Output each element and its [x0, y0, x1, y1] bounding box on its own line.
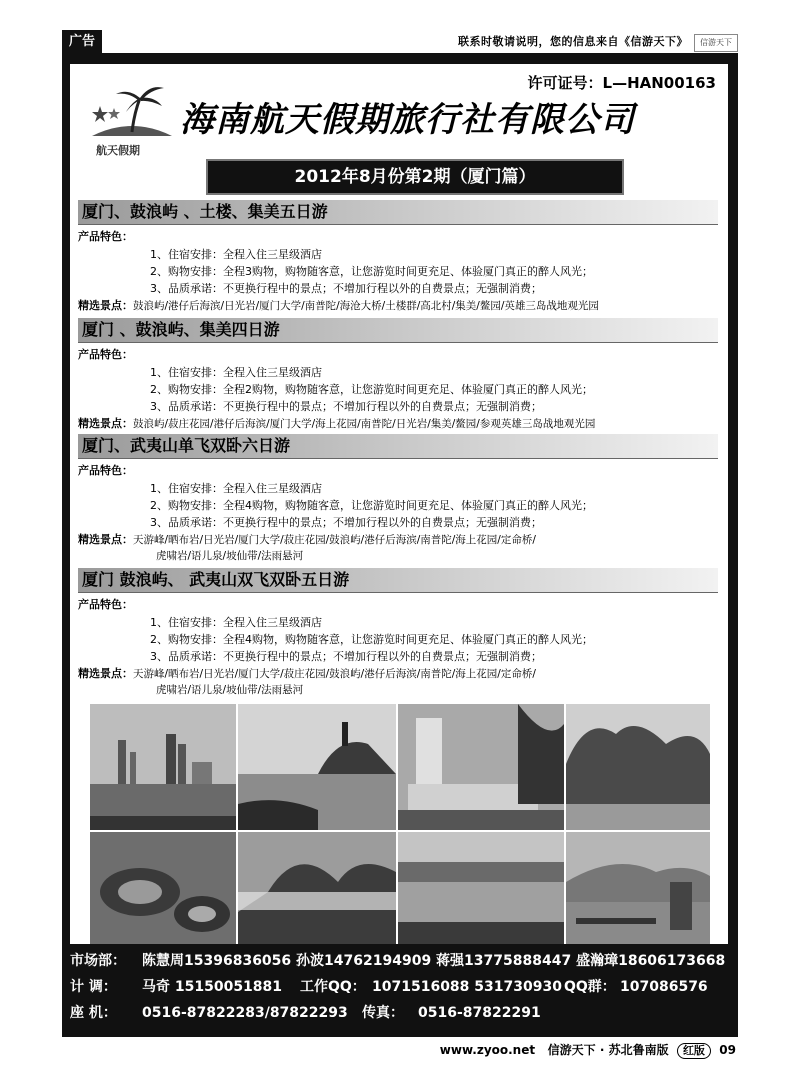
spots-line — [78, 297, 718, 314]
license-number: 许可证号：L—HAN00163 — [527, 74, 716, 92]
tour-title: 厦门 、鼓浪屿、集美四日游 — [78, 318, 718, 343]
features-label: 产品特色： — [78, 348, 133, 361]
source-notice: 联系时敬请说明，您的信息来自《信游天下》 — [458, 35, 688, 48]
phone-label: 座 机： — [70, 1005, 117, 1021]
footer-site: www.zyoo.net — [439, 1043, 536, 1057]
tulou-photo — [90, 832, 236, 944]
spots-label: 精选景点： — [78, 667, 133, 680]
feature-line: 3、品质承诺：不更换行程中的景点；不增加行程以外的自费景点；无强制消费； — [150, 650, 542, 663]
market-label: 市场部： — [70, 953, 126, 969]
feature-line: 3、品质承诺：不更换行程中的景点；不增加行程以外的自费景点；无强制消费； — [150, 516, 542, 529]
spots-list: 鼓浪屿/菽庄花园/港仔后海滨/厦门大学/海上花园/南普陀/日光岩/集美/鳌园/参观英雄三岛战地观光园 — [133, 418, 596, 430]
feature-line: 2、购物安排：全程3购物，购物随客意，让您游览时间更充足、体验厦门真正的醉人风光； — [150, 265, 593, 278]
market-people: 陈慧周15396836056 孙波14762194909 蒋强13775888447 盛瀚璋18606173668 — [142, 953, 726, 969]
feature-line: 1、住宿安排：全程入住三星级酒店 — [150, 366, 322, 379]
page-number: 09 — [719, 1043, 736, 1057]
logo-caption: 航天假期 — [96, 144, 140, 157]
river-town-photo — [398, 832, 564, 944]
dispatch-label: 计 调： — [70, 979, 117, 995]
top-bar — [0, 30, 800, 54]
tour-title: 厦门 鼓浪屿、 武夷山双飞双卧五日游 — [78, 568, 718, 593]
tour-block — [78, 434, 718, 565]
qq-values: 1071516088 531730930 — [372, 979, 562, 995]
palm-island-icon — [88, 80, 176, 142]
spots-list: 天游峰/晒布岩/日光岩/厦门大学/菽庄花园/鼓浪屿/港仔后海滨/南普陀/海上花园/定命桥/ — [133, 668, 536, 680]
page-footer — [0, 1040, 800, 1060]
tour-title: 厦门、鼓浪屿 、土楼、集美五日游 — [78, 200, 718, 225]
spots-line — [78, 665, 718, 682]
feature-line: 3、品质承诺：不更换行程中的景点；不增加行程以外的自费景点；无强制消费； — [150, 400, 542, 413]
spots-label: 精选景点： — [78, 533, 133, 546]
spots-line — [78, 415, 718, 432]
feature-line: 1、住宿安排：全程入住三星级酒店 — [150, 248, 322, 261]
phone-contact-line — [70, 1000, 730, 1026]
photo-collage — [90, 704, 710, 944]
company-logo — [88, 80, 176, 158]
ad-content — [70, 64, 728, 944]
qq-group-label: QQ群： — [564, 979, 616, 995]
phone-number: 0516-87822283/87822293 — [142, 1005, 348, 1021]
tour-block — [78, 568, 718, 699]
contact-block — [70, 948, 730, 1026]
footer-info — [440, 1040, 736, 1060]
feature-line: 2、购物安排：全程2购物，购物随客意，让您游览时间更充足、体验厦门真正的醉人风光； — [150, 383, 593, 396]
footer-publication: 信游天下 · 苏北鲁南版 — [547, 1043, 669, 1057]
features-label: 产品特色： — [78, 598, 133, 611]
feature-line: 2、购物安排：全程4购物，购物随客意，让您游览时间更充足、体验厦门真正的醉人风光； — [150, 633, 593, 646]
fax-label: 传真： — [362, 1005, 404, 1021]
bamboo-raft-photo — [566, 832, 710, 944]
xiamen-skyline-photo — [90, 704, 236, 830]
dispatch-person: 马奇 15150051881 — [142, 979, 283, 995]
tour-block — [78, 200, 718, 314]
spots-list: 天游峰/晒布岩/日光岩/厦门大学/菽庄花园/鼓浪屿/港仔后海滨/南普陀/海上花园/定命桥/ — [133, 534, 536, 546]
spots-continuation: 虎啸岩/语儿泉/坡仙带/法雨悬河 — [156, 550, 304, 562]
gulangyu-coast-photo — [238, 704, 396, 830]
fax-number: 0516-87822291 — [418, 1005, 541, 1021]
market-contact-line — [70, 948, 730, 974]
feature-line: 1、住宿安排：全程入住三星级酒店 — [150, 482, 322, 495]
features-label: 产品特色： — [78, 230, 133, 243]
feature-line: 3、品质承诺：不更换行程中的景点；不增加行程以外的自费景点；无强制消费； — [150, 282, 542, 295]
tour-block — [78, 318, 718, 432]
qq-label: 工作QQ： — [300, 979, 366, 995]
spots-label: 精选景点： — [78, 417, 133, 430]
xiamen-university-photo — [398, 704, 564, 830]
wuyishan-peak-photo — [566, 704, 710, 830]
spots-continuation: 虎啸岩/语儿泉/坡仙带/法雨悬河 — [156, 684, 304, 696]
mountain-clouds-photo — [238, 832, 396, 944]
spots-line — [78, 531, 718, 548]
issue-title: 2012年8月份第2期（厦门篇） — [206, 159, 624, 195]
publisher-logo: 信游天下 — [694, 34, 738, 52]
dispatch-contact-line — [70, 974, 730, 1000]
qq-group: 107086576 — [620, 979, 708, 995]
feature-line: 2、购物安排：全程4购物，购物随客意，让您游览时间更充足、体验厦门真正的醉人风光； — [150, 499, 593, 512]
spots-list: 鼓浪屿/港仔后海滨/日光岩/厦门大学/南普陀/海沧大桥/土楼群/高北村/集美/鳌园/英雄三岛战地观光园 — [133, 300, 599, 312]
feature-line: 1、住宿安排：全程入住三星级酒店 — [150, 616, 322, 629]
features-label: 产品特色： — [78, 464, 133, 477]
company-name: 海南航天假期旅行社有限公司 — [180, 100, 635, 140]
spots-label: 精选景点： — [78, 299, 133, 312]
tour-title: 厦门、武夷山单飞双卧六日游 — [78, 434, 718, 459]
ad-label: 广告 — [62, 30, 102, 54]
edition-badge: 红版 — [677, 1043, 711, 1059]
